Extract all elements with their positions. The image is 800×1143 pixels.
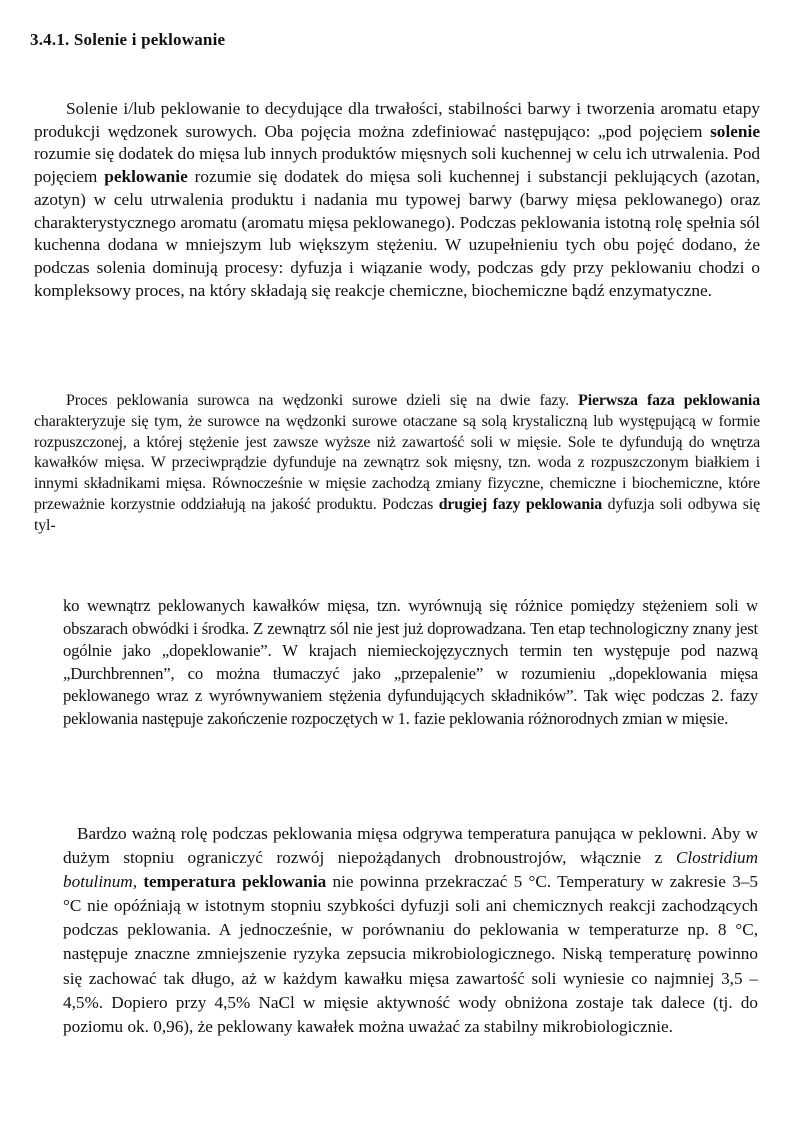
text-run: Bardzo ważną rolę podczas peklowania mięsa odgrywa temperatura panująca w peklowni. Aby w dużym stopniu ograniczyć rozwój niepożądanych drobnoustrojów, włącznie z [63, 824, 758, 868]
paragraph-phases [34, 391, 760, 537]
text-run: nie powinna przekraczać 5 °C. Temperatury w zakresie 3–5 °C nie opóźniają w istotnym stopniu szybkości dyfuzji soli ani chemicznych reakcji zachodzących podczas peklowania. A jednocześnie, w porównaniu do peklowania w temperaturze np. 8 °C, następuje znaczne zmniejszenie ryzyka zepsucia mikrobiologicznego. Niską temperaturę powinno się zachować tak długo, aż w każdym kawałku mięsa zawartość soli wyniesie co najmniej 3,5 – 4,5%. Dopiero przy 4,5% NaCl w mięsie aktywność wody obniżona zostaje tak dalece (tj. do poziomu ok. 0,96), że peklowany kawałek można uważać za stabilny mikrobiologicznie. [63, 872, 759, 1036]
paragraph-dopeklowanie: ko wewnątrz peklowanych kawałków mięsa, tzn. wyrównują się różnice pomiędzy stężeniem soli w obszarach obwódki i środka. Z zewnątrz sól nie jest już doprowadzana. Ten etap technologiczny znany jest ogólnie jako „dopeklowanie”. W krajach niemieckojęzycznych termin ten występuje pod nazwą „Durchbrennen”, co można tłumaczyć jako „przepalenie” w rozumieniu „dopeklowania mięsa peklowanego wraz z wyrównywaniem stężenia dyfundujących składników”. Tak więc podczas 2. fazy peklowania następuje zakończenie rozpoczętych w 1. fazie peklowania różnorodnych zmian w mięsie. [63, 596, 758, 728]
bold-term-first-phase: Pierwsza faza peklowania [578, 392, 760, 409]
section-heading: 3.4.1. Solenie i peklowanie [30, 30, 226, 49]
bold-term-second-phase: drugiej fazy peklowania [438, 495, 603, 513]
paragraph-definitions [34, 98, 760, 302]
text-run: Solenie i/lub peklowanie to decydujące dla trwałości, stabilności barwy i tworzenia aromatu etapy produkcji wędzonek surowych. Oba pojęcia można zdefiniować następująco: „pod pojęciem [34, 99, 760, 141]
text-run: rozumie się dodatek do mięsa soli kuchennej i substancji peklujących (azotan, azotyn) w celu utrwalenia produktu i nadania mu typowej barwy (barwy mięsa peklowanego) oraz charakterystycznego aromatu (aromatu mięsa peklowanego). Podczas peklowania istotną rolę spełnia sól kuchenna dodana w mniejszym lub większym stężeniu. W uzupełnieniu tych obu pojęć dodano, że podczas solenia dominują procesy: dyfuzja i wiązanie wody, podczas gdy przy peklowaniu chodzi o kompleksowy proces, na który składają się reakcje chemiczne, biochemiczne bądź enzymatyczne. [34, 167, 760, 300]
bold-term-temperature: temperatura peklowania [143, 872, 327, 892]
text-run: Proces peklowania surowca na wędzonki surowe dzieli się na dwie fazy. [66, 392, 579, 409]
paragraph-temperature [63, 822, 758, 1039]
italic-species-name: Clostridium botulinum, [63, 848, 758, 892]
bold-term-solenie: solenie [710, 121, 760, 141]
text-run: charakteryzuje się tym, że surowce na wędzonki surowe otaczane są solą krystaliczną lub występującą w formie rozpuszczonej, a której stężenie jest zawsze wyższe niż zawartość soli w mięsie. Sole te dyfundują do wnętrza kawałków mięsa. W przeciwprądzie dyfunduje na zewnątrz sok mięsny, tzn. woda z rozpuszczonym białkiem i innymi składnikami mięsa. Równocześnie w mięsie zachodzą zmiany fizyczne, chemiczne i biochemiczne, które przeważnie korzystnie oddziałują na jakość produktu. Podczas [34, 412, 760, 513]
text-run: rozumie się dodatek do mięsa lub innych produktów mięsnych soli kuchennej w celu ich utrwalenia. Pod pojęciem [34, 144, 760, 187]
text-run: dyfuzja soli odbywa się tyl- [34, 495, 760, 534]
bold-term-peklowanie: peklowanie [104, 167, 188, 187]
